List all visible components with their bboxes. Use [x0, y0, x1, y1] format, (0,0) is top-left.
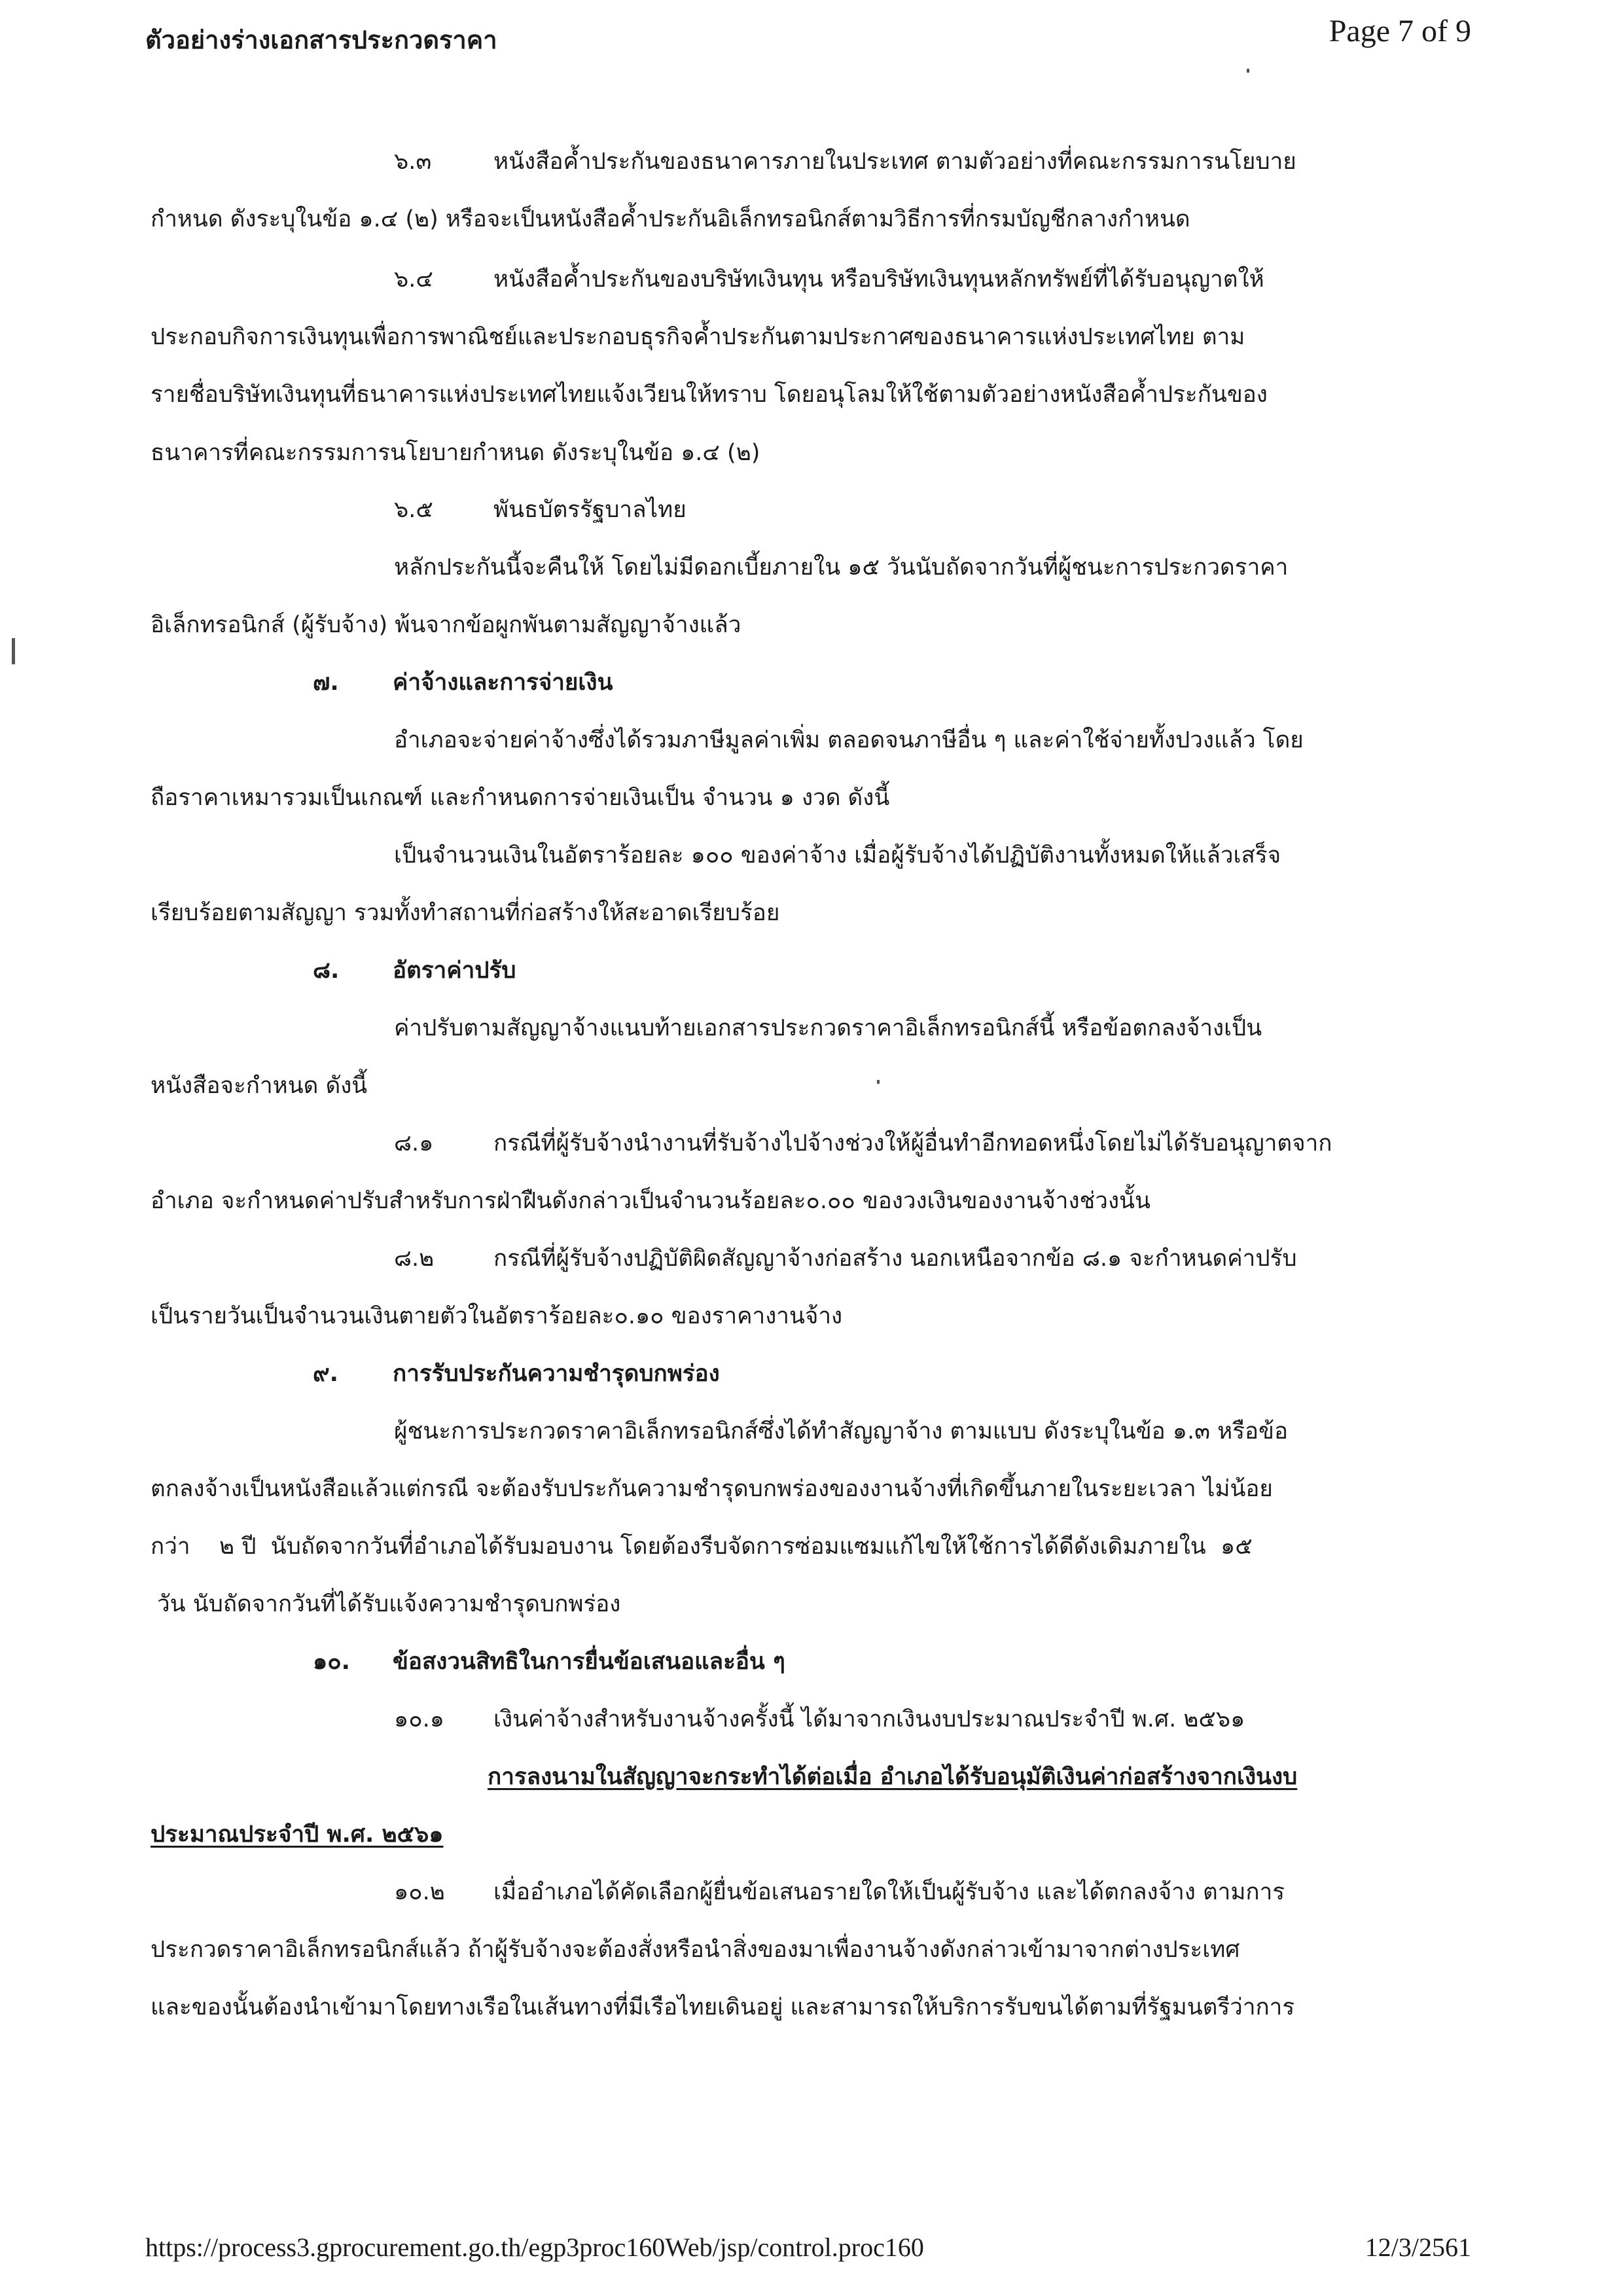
scan-speck — [1247, 69, 1249, 73]
section-number: ๙. — [313, 1361, 338, 1387]
clause-number: ๖.๓ — [394, 149, 432, 175]
clause-text: หนังสือค้ำประกันของบริษัทเงินทุน หรือบริษัทเงินทุนหลักทรัพย์ที่ได้รับอนุญาตให้ — [493, 266, 1264, 293]
security-return-para: หลักประกันนี้จะคืนให้ โดยไม่มีดอกเบี้ยภายใน ๑๕ วันนับถัดจากวันที่ผู้ชนะการประกวดราคา — [394, 554, 1289, 581]
clause-8-2-line-2: เป็นรายวันเป็นจำนวนเงินตายตัวในอัตราร้อยละ๐.๑๐ ของราคางานจ้าง — [151, 1303, 843, 1329]
clause-8-1 — [394, 1132, 1332, 1155]
clause-8-2 — [394, 1247, 1297, 1270]
clause-6-4-line-2: ประกอบกิจการเงินทุนเพื่อการพาณิชย์และประกอบธุรกิจค้ำประกันตามประกาศของธนาคารแห่งประเทศไทย ตาม — [151, 324, 1245, 350]
clause-text: กรณีที่ผู้รับจ้างนำงานที่รับจ้างไปจ้างช่วงให้ผู้อื่นทำอีกทอดหนึ่งโดยไม่ได้รับอนุญาตจาก — [493, 1130, 1332, 1157]
clause-6-4-line-4: ธนาคารที่คณะกรรมการนโยบายกำหนด ดังระบุในข้อ ๑.๔ (๒) — [151, 440, 760, 466]
clause-number: ๘.๒ — [394, 1246, 435, 1272]
section-9-para-line-2: ตกลงจ้างเป็นหนังสือแล้วแต่กรณี จะต้องรับประกันความชำรุดบกพร่องของงานจ้างที่เกิดขึ้นภายในระยะเวลา ไม่น้อย — [151, 1476, 1273, 1502]
section-8-heading — [313, 960, 516, 982]
clause-10-1-signing-condition-line-2: ประมาณประจำปี พ.ศ. ๒๕๖๑ — [151, 1821, 444, 1848]
clause-6-3 — [394, 151, 1296, 173]
section-7-heading — [313, 672, 613, 694]
header-page-number: Page 7 of 9 — [1329, 14, 1471, 48]
security-return-para-line-2: อิเล็กทรอนิกส์ (ผู้รับจ้าง) พ้นจากข้อผูกพันตามสัญญาจ้างแล้ว — [151, 612, 741, 638]
clause-6-4-line-3: รายชื่อบริษัทเงินทุนที่ธนาคารแห่งประเทศไทยแจ้งเวียนให้ทราบ โดยอนุโลมให้ใช้ตามตัวอย่างหนังสือค้ำประกันของ — [151, 382, 1268, 408]
clause-text: กรณีที่ผู้รับจ้างปฏิบัติผิดสัญญาจ้างก่อสร้าง นอกเหนือจากข้อ ๘.๑ จะกำหนดค่าปรับ — [493, 1246, 1297, 1272]
section-10-heading — [313, 1651, 785, 1674]
clause-number: ๘.๑ — [394, 1130, 434, 1157]
section-9-para-line-4: วัน นับถัดจากวันที่ได้รับแจ้งความชำรุดบกพร่อง — [157, 1591, 621, 1617]
section-9-para-line-3: กว่า ๒ ปี นับถัดจากวันที่อำเภอได้รับมอบงาน โดยต้องรีบจัดการซ่อมแซมแก้ไขให้ใช้การได้ดีดังเดิมภายใน ๑๕ — [151, 1534, 1253, 1560]
clause-6-3-line-2: กำหนด ดังระบุในข้อ ๑.๔ (๒) หรือจะเป็นหนังสือค้ำประกันอิเล็กทรอนิกส์ตามวิธีการที่กรมบัญชีกลางกำหนด — [151, 206, 1190, 232]
section-number: ๗. — [313, 670, 339, 696]
clause-text: พันธบัตรรัฐบาลไทย — [493, 497, 687, 523]
clause-6-5 — [394, 499, 687, 522]
clause-text: หนังสือค้ำประกันของธนาคารภายในประเทศ ตามตัวอย่างที่คณะกรรมการนโยบาย — [493, 149, 1296, 175]
clause-number: ๑๐.๒ — [394, 1879, 445, 1905]
section-number: ๑๐. — [313, 1649, 350, 1675]
scan-speck — [12, 638, 15, 664]
section-9-heading — [313, 1363, 720, 1386]
section-title: การรับประกันความชำรุดบกพร่อง — [393, 1361, 720, 1387]
section-8-para: ค่าปรับตามสัญญาจ้างแนบท้ายเอกสารประกวดราคาอิเล็กทรอนิกส์นี้ หรือข้อตกลงจ้างเป็น — [394, 1015, 1262, 1041]
section-7-payment: เป็นจำนวนเงินในอัตราร้อยละ ๑๐๐ ของค่าจ้าง เมื่อผู้รับจ้างได้ปฏิบัติงานทั้งหมดให้แล้วเสร็จ — [394, 842, 1281, 869]
clause-number: ๑๐.๑ — [394, 1706, 444, 1732]
clause-10-2-line-2: ประกวดราคาอิเล็กทรอนิกส์แล้ว ถ้าผู้รับจ้างจะต้องสั่งหรือนำสิ่งของมาเพื่องานจ้างดังกล่าวเข้ามาจากต่างประเทศ — [151, 1937, 1240, 1963]
clause-8-1-line-2: อำเภอ จะกำหนดค่าปรับสำหรับการฝ่าฝืนดังกล่าวเป็นจำนวนร้อยละ๐.๐๐ ของวงเงินของงานจ้างช่วงนั้น — [151, 1188, 1151, 1214]
clause-text: เงินค่าจ้างสำหรับงานจ้างครั้งนี้ ได้มาจากเงินงบประมาณประจำปี พ.ศ. ๒๕๖๑ — [493, 1706, 1245, 1732]
section-8-para-line-2: หนังสือจะกำหนด ดังนี้ — [151, 1073, 368, 1099]
clause-10-2 — [394, 1881, 1285, 1904]
clause-10-1 — [394, 1708, 1245, 1731]
scan-speck — [877, 1080, 880, 1084]
section-9-para: ผู้ชนะการประกวดราคาอิเล็กทรอนิกส์ซึ่งได้ทำสัญญาจ้าง ตามแบบ ดังระบุในข้อ ๑.๓ หรือข้อ — [394, 1418, 1288, 1444]
clause-10-1-signing-condition: การลงนามในสัญญาจะกระทำได้ต่อเมื่อ อำเภอได้รับอนุมัติเงินค่าก่อสร้างจากเงินงบ — [488, 1764, 1298, 1790]
clause-number: ๖.๔ — [394, 266, 433, 293]
clause-6-4 — [394, 268, 1264, 291]
footer-url: https://process3.gprocurement.go.th/egp3proc160Web/jsp/control.proc160 — [145, 2233, 924, 2262]
clause-10-2-line-3: และของนั้นต้องนำเข้ามาโดยทางเรือในเส้นทางที่มีเรือไทยเดินอยู่ และสามารถให้บริการรับขนได้ตามที่รัฐมนตรีว่าการ — [151, 1994, 1295, 2020]
section-title: ข้อสงวนสิทธิในการยื่นข้อเสนอและอื่น ๆ — [393, 1649, 785, 1675]
section-title: ค่าจ้างและการจ่ายเงิน — [393, 670, 613, 696]
clause-text: เมื่ออำเภอได้คัดเลือกผู้ยื่นข้อเสนอรายใดให้เป็นผู้รับจ้าง และได้ตกลงจ้าง ตามการ — [493, 1879, 1285, 1905]
section-7-para: อำเภอจะจ่ายค่าจ้างซึ่งได้รวมภาษีมูลค่าเพิ่ม ตลอดจนภาษีอื่น ๆ และค่าใช้จ่ายทั้งปวงแล้ว โดย — [394, 727, 1304, 753]
section-7-payment-line-2: เรียบร้อยตามสัญญา รวมทั้งทำสถานที่ก่อสร้างให้สะอาดเรียบร้อย — [151, 900, 780, 926]
section-title: อัตราค่าปรับ — [393, 958, 516, 984]
clause-number: ๖.๕ — [394, 497, 433, 523]
section-number: ๘. — [313, 958, 340, 984]
footer-date: 12/3/2561 — [1365, 2233, 1471, 2262]
section-7-para-line-2: ถือราคาเหมารวมเป็นเกณฑ์ และกำหนดการจ่ายเงินเป็น จำนวน ๑ งวด ดังนี้ — [151, 785, 890, 811]
header-document-title: ตัวอย่างร่างเอกสารประกวดราคา — [145, 26, 497, 54]
